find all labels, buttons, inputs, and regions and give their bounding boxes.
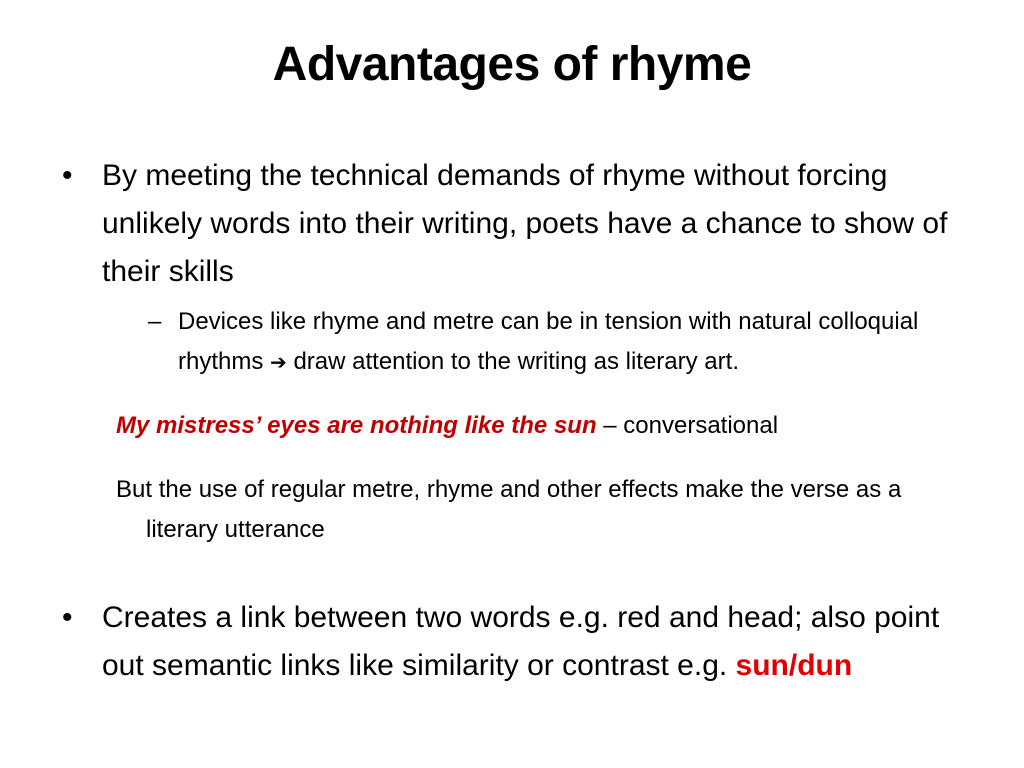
- example-line: [116, 406, 978, 446]
- note-paragraph: But the use of regular metre, rhyme and other effects make the verse as a literary utterance: [116, 476, 902, 543]
- bullet-item: [58, 594, 978, 690]
- arrow-icon: ➔: [270, 350, 287, 374]
- bullet-text: Creates a link between two words e.g. red and head; also point out semantic links like similarity or contrast e.g.: [102, 601, 940, 682]
- example-comment: – conversational: [596, 412, 779, 439]
- slide-content: [58, 152, 978, 690]
- bullet-item: [58, 152, 978, 296]
- highlight-text: sun/dun: [735, 649, 853, 682]
- bullet-text: By meeting the technical demands of rhyme without forcing unlikely words into their writing, poets have a chance to show of their skills: [102, 159, 948, 288]
- sub-bullet-item: [148, 302, 978, 382]
- sub-bullet-text-before: Devices like rhyme and metre can be in tension with natural colloquial rhythms: [178, 308, 919, 375]
- bullet-marker: •: [62, 601, 73, 634]
- example-quote: My mistress’ eyes are nothing like the sun: [116, 412, 597, 439]
- bullet-marker: •: [62, 159, 73, 192]
- slide-title: Advantages of rhyme: [272, 38, 752, 91]
- sub-bullet-marker: –: [148, 308, 162, 335]
- sub-bullet-text-after: draw attention to the writing as literary art.: [286, 348, 739, 375]
